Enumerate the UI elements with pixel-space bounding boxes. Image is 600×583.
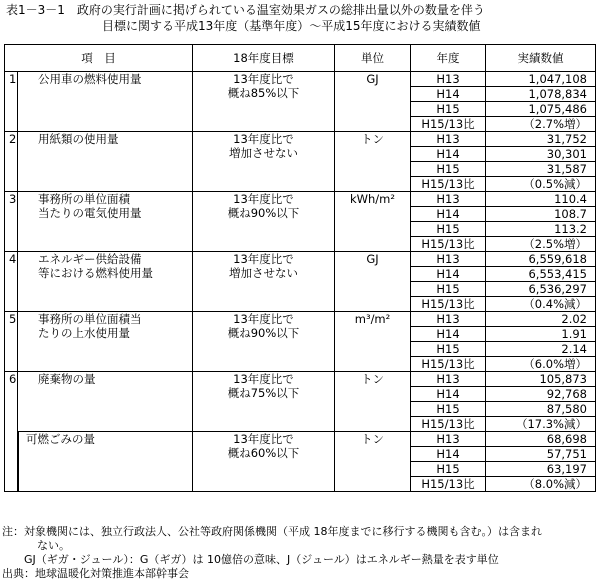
row-item: 可燃ごみの量 [18,432,193,492]
year-cell: H15/13比 [411,417,486,432]
table-row [5,132,596,147]
row-target: 13年度比で 増加させない [193,252,335,312]
year-cell: H14 [411,87,486,102]
header-unit: 単位 [335,45,411,72]
row-target: 13年度比で 概ね60%以下 [193,432,335,492]
value-cell: 113.2 [486,222,596,237]
year-cell: H15 [411,222,486,237]
year-cell: H13 [411,192,486,207]
value-cell: 1,075,486 [486,102,596,117]
year-cell: H15 [411,342,486,357]
value-cell: （2.7%増） [486,117,596,132]
row-number: 6 [5,372,18,492]
table-row [5,192,596,207]
row-target: 13年度比で 概ね85%以下 [193,72,335,132]
row-number: 2 [5,132,18,192]
row-unit: トン [335,372,411,432]
source: 出典：地球温暖化対策推進本部幹事会 [2,567,189,580]
value-cell: 30,301 [486,147,596,162]
row-unit: トン [335,132,411,192]
title-line1: 表1－3－1 政府の実行計画に掲げられている温室効果ガスの総排出量以外の数量を伴う [6,3,485,17]
year-cell: H15 [411,402,486,417]
header-row [5,45,596,72]
year-cell: H13 [411,312,486,327]
table-row [5,432,596,447]
value-cell: 105,873 [486,372,596,387]
year-cell: H13 [411,432,486,447]
value-cell: （17.3%減） [486,417,596,432]
year-cell: H15 [411,102,486,117]
value-cell: 31,752 [486,132,596,147]
year-cell: H15 [411,162,486,177]
table-row [5,372,596,387]
year-cell: H14 [411,267,486,282]
header-target: 18年度目標 [193,45,335,72]
header-year: 年度 [411,45,486,72]
row-number: 3 [5,192,18,252]
row-target: 13年度比で 概ね75%以下 [193,372,335,432]
value-cell: 1,078,834 [486,87,596,102]
note-2: GJ（ギガ・ジュール）：G（ギガ）は 10億倍の意味、J（ジュール）はエネルギー熱量を表す単位 [24,553,499,566]
row-item: 用紙類の使用量 [18,132,193,192]
value-cell: 6,559,618 [486,252,596,267]
row-unit: トン [335,432,411,492]
note-1: 注：対象機関には、独立行政法人、公社等政府関係機関（平成 18年度までに移行する機関も含む。）は含まれ [2,525,542,538]
row-item: 事務所の単位面積当 たりの上水使用量 [18,312,193,372]
year-cell: H15/13比 [411,237,486,252]
value-cell: 2.02 [486,312,596,327]
row-target: 13年度比で 増加させない [193,132,335,192]
header-item: 項 目 [5,45,193,72]
year-cell: H14 [411,327,486,342]
value-cell: （8.0%減） [486,477,596,492]
value-cell: 87,580 [486,402,596,417]
value-cell: 92,768 [486,387,596,402]
value-cell: （2.5%増） [486,237,596,252]
value-cell: 6,536,297 [486,282,596,297]
year-cell: H15/13比 [411,177,486,192]
note-1-cont: ない。 [37,539,70,552]
year-cell: H13 [411,252,486,267]
row-item: 事務所の単位面積 当たりの電気使用量 [18,192,193,252]
value-cell: （6.0%増） [486,357,596,372]
row-number: 4 [5,252,18,312]
year-cell: H15/13比 [411,117,486,132]
notes [2,525,598,581]
year-cell: H13 [411,372,486,387]
year-cell: H15/13比 [411,357,486,372]
year-cell: H15 [411,462,486,477]
table-row [5,72,596,87]
year-cell: H14 [411,447,486,462]
row-target: 13年度比で 概ね90%以下 [193,312,335,372]
value-cell: 68,698 [486,432,596,447]
year-cell: H15/13比 [411,297,486,312]
row-unit: GJ [335,72,411,132]
year-cell: H14 [411,147,486,162]
row-number: 5 [5,312,18,372]
value-cell: 6,553,415 [486,267,596,282]
value-cell: 1.91 [486,327,596,342]
row-item: 公用車の燃料使用量 [18,72,193,132]
value-cell: 108.7 [486,207,596,222]
row-unit: GJ [335,252,411,312]
row-number: 1 [5,72,18,132]
table-title [6,2,596,34]
year-cell: H14 [411,387,486,402]
value-cell: 110.4 [486,192,596,207]
year-cell: H15/13比 [411,477,486,492]
row-item: 廃棄物の量 [18,372,193,432]
header-value: 実績数値 [486,45,596,72]
table-row [5,312,596,327]
row-unit: m³/m² [335,312,411,372]
row-item: エネルギー供給設備 等における燃料使用量 [18,252,193,312]
title-line2: 目標に関する平成13年度（基準年度）～平成15年度における実績数値 [102,19,481,33]
value-cell: 1,047,108 [486,72,596,87]
value-cell: 31,587 [486,162,596,177]
value-cell: （0.5%減） [486,177,596,192]
row-unit: kWh/m² [335,192,411,252]
value-cell: （0.4%減） [486,297,596,312]
year-cell: H15 [411,282,486,297]
results-table [4,44,596,492]
value-cell: 57,751 [486,447,596,462]
value-cell: 2.14 [486,342,596,357]
table-row [5,252,596,267]
year-cell: H13 [411,72,486,87]
row-target: 13年度比で 概ね90%以下 [193,192,335,252]
year-cell: H13 [411,132,486,147]
value-cell: 63,197 [486,462,596,477]
year-cell: H14 [411,207,486,222]
